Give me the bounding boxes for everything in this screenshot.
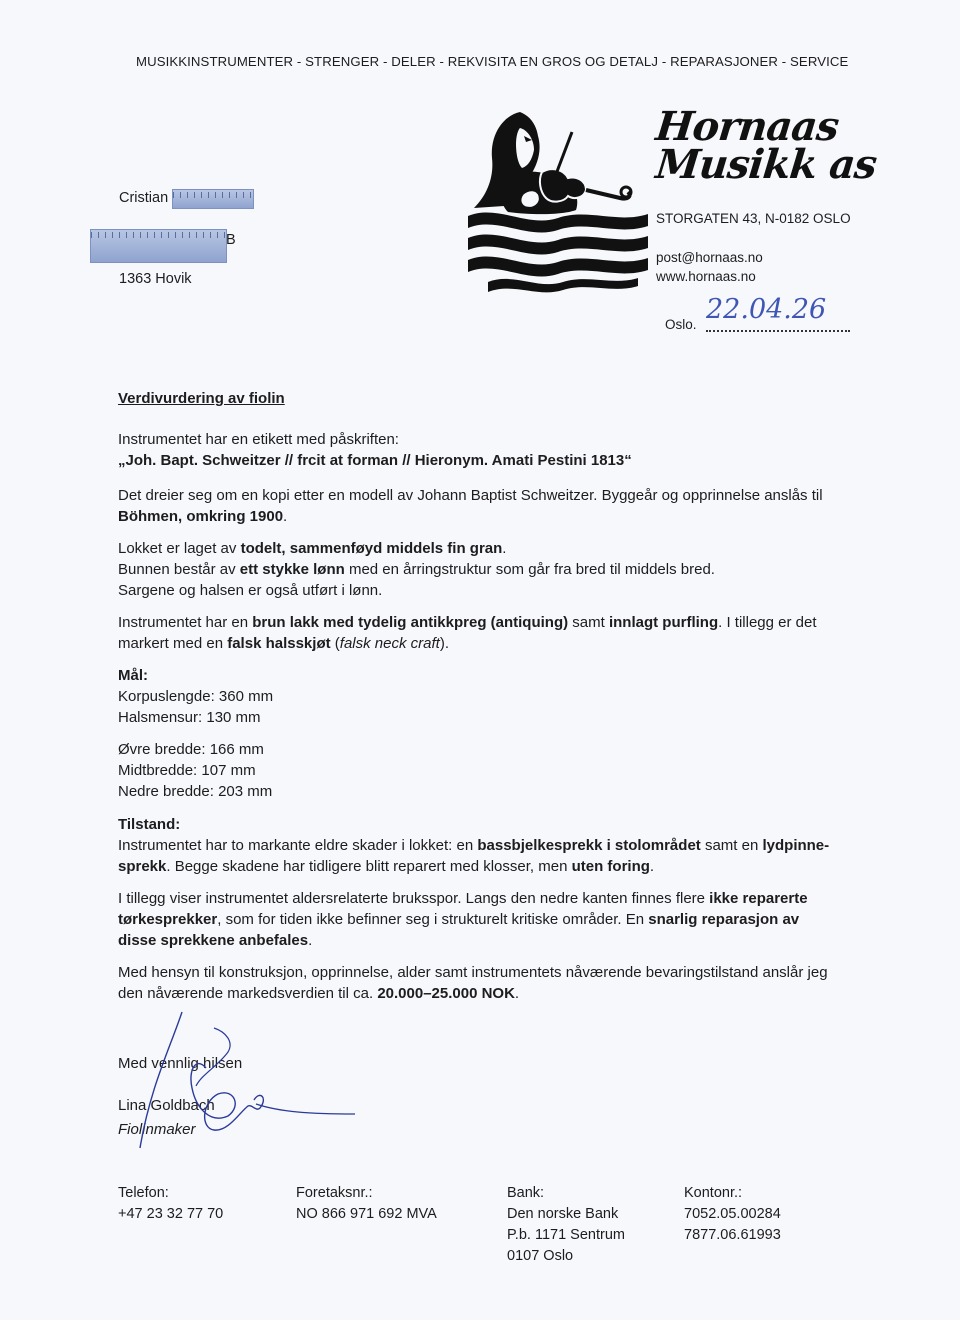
text: Sargene og halsen er også utført i lønn.	[118, 582, 383, 599]
text: ).	[439, 635, 449, 652]
text: .	[514, 985, 520, 1002]
company-name	[653, 103, 879, 188]
measurement-item: Korpuslengde: 360 mm	[118, 688, 274, 705]
footer-org	[296, 1183, 437, 1225]
text-bold: todelt, sammenføyd middels fin gran	[240, 540, 503, 557]
measurements	[118, 665, 838, 802]
letter-title: Verdivurdering av fiolin	[118, 390, 285, 407]
company-website: www.hornaas.no	[656, 269, 756, 284]
company-tagline: MUSIKKINSTRUMENTER - STRENGER - DELER - REKVISITA EN GROS OG DETALJ - REPARASJONER - SERVICE	[136, 54, 849, 69]
bank-city: 0107 Oslo	[507, 1248, 574, 1264]
valuation-paragraph	[118, 962, 838, 1004]
measurements-heading: Mål:	[118, 667, 148, 684]
account-label: Kontonr.:	[684, 1185, 743, 1201]
footer-bank	[507, 1183, 625, 1267]
recipient-city: 1363 Hovik	[119, 271, 192, 287]
closing-greeting: Med vennlig hilsen	[118, 1055, 243, 1072]
phone-label: Telefon:	[118, 1185, 169, 1201]
phone-number: +47 23 32 77 70	[118, 1206, 224, 1222]
signer-name: Lina Goldbach	[118, 1097, 215, 1114]
handwritten-signature	[110, 1008, 370, 1158]
bank-box: P.b. 1171 Sentrum	[507, 1227, 625, 1243]
label-intro: Instrumentet har en etikett med påskriften:	[118, 431, 399, 448]
company-email: post@hornaas.no	[656, 250, 763, 265]
condition-heading: Tilstand:	[118, 816, 181, 833]
text: Instrumentet har en	[118, 614, 253, 631]
text: .	[502, 540, 507, 557]
label-inscription: „Joh. Bapt. Schweitzer // frcit at forman // Hieronym. Amati Pestini 1813“	[118, 452, 632, 469]
text-bold: lydpinne-sprekk	[118, 837, 830, 875]
text: (	[330, 635, 340, 652]
violinist-logo	[468, 106, 648, 296]
text-bold: ett stykke lønn	[239, 561, 345, 578]
text-italic: falsk neck craft	[339, 635, 440, 652]
measurement-item: Halsmensur: 130 mm	[118, 709, 261, 726]
measurement-item: Midtbredde: 107 mm	[118, 762, 256, 779]
text: I tillegg viser instrumentet aldersrelaterte bruksspor. Langs den nedre kanten finnes flere	[118, 890, 710, 907]
bank-name: Den norske Bank	[507, 1206, 619, 1222]
finish-paragraph	[118, 612, 838, 654]
account-number: 7052.05.00284	[684, 1206, 781, 1222]
text-bold: ikke reparerte tørkesprekker	[118, 890, 808, 928]
construction-paragraph	[118, 538, 838, 601]
text: Instrumentet har to markante eldre skader i lokket: en	[118, 837, 478, 854]
measurement-item: Øvre bredde: 166 mm	[118, 741, 264, 758]
text: .	[308, 932, 313, 949]
text-bold: 20.000–25.000 NOK	[377, 985, 515, 1002]
text-bold: falsk halsskjøt	[227, 635, 331, 652]
recipient-name: Cristian	[119, 190, 169, 206]
date-line	[706, 330, 850, 332]
text: . I tillegg er det markert med en	[118, 614, 817, 652]
footer-accounts	[684, 1183, 781, 1246]
org-label: Foretaksnr.:	[296, 1185, 373, 1201]
text: Med hensyn til konstruksjon, opprinnelse, alder samt instrumentets nåværende bevaringstilstand anslår jeg den nåværende markedsverdien til ca.	[118, 964, 828, 1002]
account-number: 7877.06.61993	[684, 1227, 781, 1243]
text-bold: Böhmen, omkring 1900	[118, 508, 284, 525]
redaction-bar	[172, 189, 254, 209]
signer-role: Fiolinmaker	[118, 1121, 196, 1138]
text: .	[649, 858, 655, 875]
text: samt en	[700, 837, 763, 854]
text-bold: uten foring	[571, 858, 650, 875]
date-city: Oslo.	[665, 317, 697, 332]
org-number: NO 866 971 692 MVA	[296, 1206, 437, 1222]
text-bold: brun lakk med tydelig antikkpreg (antiquing)	[252, 614, 569, 631]
recipient-street-suffix: B	[226, 232, 236, 248]
label-paragraph	[118, 429, 838, 471]
text: Lokket er laget av	[118, 540, 241, 557]
condition-section	[118, 814, 838, 877]
text-bold: snarlig reparasjon av disse sprekkene anbefales	[118, 911, 800, 949]
company-name-line1: Hornaas	[653, 103, 841, 150]
redaction-bar	[90, 229, 227, 263]
text: samt	[568, 614, 609, 631]
measurement-item: Nedre bredde: 203 mm	[118, 783, 273, 800]
text-bold: bassbjelkesprekk i stolområdet	[477, 837, 701, 854]
company-name-line2: Musikk as	[653, 141, 879, 188]
date-handwritten: 22.04.26	[706, 294, 827, 325]
bank-label: Bank:	[507, 1185, 545, 1201]
text: , som for tiden ikke befinner seg i strukturelt kritiske områder. En	[217, 911, 649, 928]
company-address: STORGATEN 43, N-0182 OSLO	[656, 211, 851, 226]
wear-paragraph	[118, 888, 838, 951]
text-bold: innlagt purfling	[608, 614, 719, 631]
text: med en årringstruktur som går fra bred til middels bred.	[344, 561, 715, 578]
text: . Begge skadene har tidligere blitt reparert med klosser, men	[166, 858, 572, 875]
origin-paragraph	[118, 485, 838, 527]
text: .	[283, 508, 288, 525]
text: Det dreier seg om en kopi etter en modell av Johann Baptist Schweitzer. Byggeår og opprinnelse anslås til	[118, 487, 823, 504]
text: Bunnen består av	[118, 561, 240, 578]
footer-phone	[118, 1183, 223, 1225]
